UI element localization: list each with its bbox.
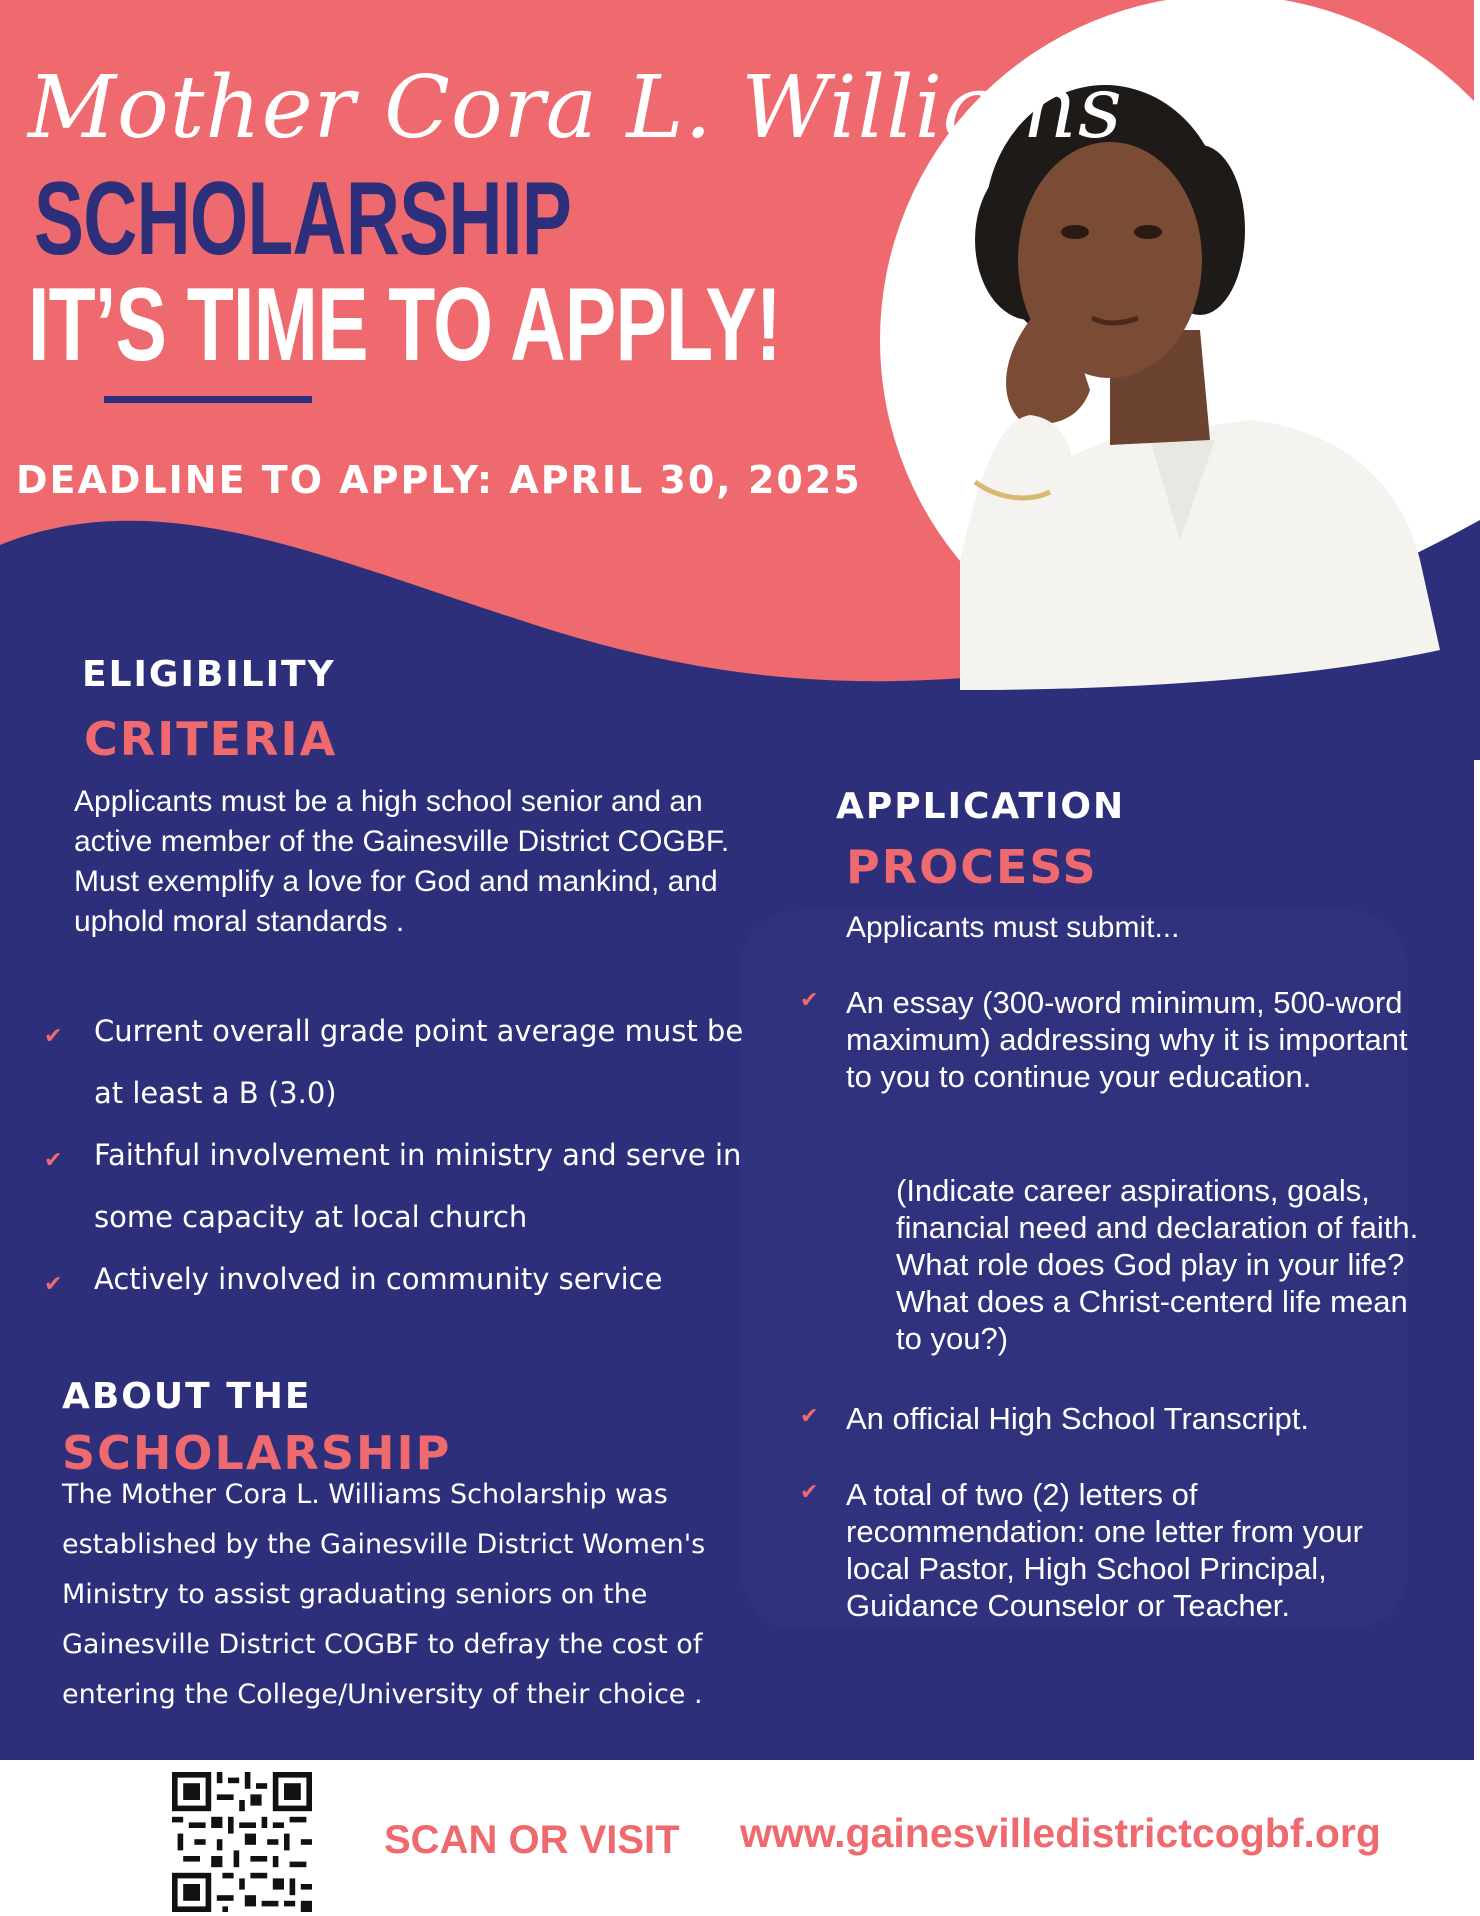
criteria-heading: CRITERIA (84, 712, 338, 766)
scan-or-visit-label: SCAN OR VISIT (384, 1818, 680, 1862)
list-item-text: Faithful involvement in ministry and serve in (94, 1138, 742, 1172)
essay-note: (Indicate career aspirations, goals, financial need and declaration of faith. What role does God play in your life? What does a Christ-centerd life mean to you?) (896, 1173, 1419, 1356)
list-item-text: A total of two (2) letters of recommendation: one letter from your local Pastor, High School Principal, Guidance Counselor or Teacher. (846, 1477, 1363, 1623)
about-line: Gainesville District COGBF to defray the cost of (62, 1629, 703, 1660)
scholarship-headline: SCHOLARSHIP (34, 161, 572, 277)
check-icon: ✔ (44, 1148, 63, 1173)
application-intro: Applicants must submit... (846, 911, 1180, 944)
check-icon: ✔ (800, 1404, 819, 1429)
headline-underline (104, 396, 312, 403)
about-body (62, 1470, 742, 1720)
deadline-text: DEADLINE TO APPLY: APRIL 30, 2025 (16, 458, 862, 502)
list-item-text: Current overall grade point average must be (94, 1014, 744, 1048)
about-heading: ABOUT THE (62, 1376, 312, 1417)
apply-headline: IT’S TIME TO APPLY! (28, 267, 781, 383)
process-heading: PROCESS (846, 840, 1098, 894)
eligibility-intro: Applicants must be a high school senior and an active member of the Gainesville District COGBF. Must exemplify a love for God and mankind, and uphold moral standards . (74, 785, 730, 938)
scholarship-subheading: SCHOLARSHIP (62, 1426, 452, 1480)
about-line: Ministry to assist graduating seniors on the (62, 1579, 648, 1610)
website-link[interactable]: www.gainesvilledistrictcogbf.org (740, 1810, 1381, 1856)
list-item-text: An essay (300-word minimum, 500-word maximum) addressing why it is important to you to continue your education. (846, 985, 1408, 1094)
list-item-text: An official High School Transcript. (846, 1401, 1309, 1436)
application-heading: APPLICATION (836, 786, 1126, 827)
check-icon: ✔ (44, 1272, 63, 1297)
list-item-text: Actively involved in community service (94, 1262, 663, 1296)
qr-code-icon[interactable] (172, 1772, 312, 1912)
honoree-name-title: Mother Cora L. Williams (28, 58, 1124, 158)
list-item-text: some capacity at local church (94, 1200, 528, 1234)
eligibility-heading: ELIGIBILITY (82, 654, 336, 695)
about-line: The Mother Cora L. Williams Scholarship was (62, 1479, 668, 1510)
list-item-text: at least a B (3.0) (94, 1076, 337, 1110)
check-icon: ✔ (800, 1480, 819, 1505)
check-icon: ✔ (44, 1024, 63, 1049)
about-line: established by the Gainesville District Women's (62, 1529, 706, 1560)
about-line: entering the College/University of their choice . (62, 1679, 703, 1710)
check-icon: ✔ (800, 988, 819, 1013)
